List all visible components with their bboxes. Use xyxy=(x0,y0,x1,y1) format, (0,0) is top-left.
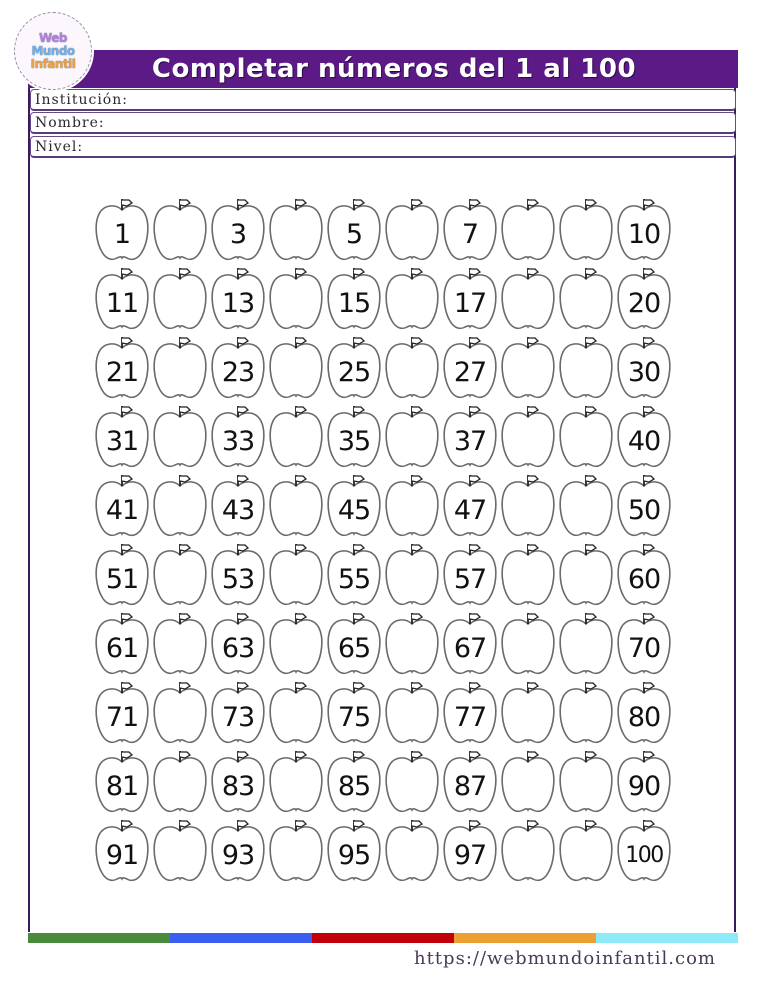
apple-outline-icon xyxy=(152,403,208,469)
apple-cell-filled xyxy=(616,541,672,607)
apple-cell-blank[interactable] xyxy=(268,196,324,262)
apple-number: 57 xyxy=(453,564,487,595)
apple-number: 47 xyxy=(453,495,487,526)
level-field[interactable] xyxy=(30,136,736,158)
apple-cell-blank[interactable] xyxy=(558,748,614,814)
apple-cell-filled xyxy=(616,817,672,883)
apple-number: 75 xyxy=(337,702,371,733)
apple-number: 11 xyxy=(105,288,139,319)
apple-outline-icon xyxy=(268,265,324,331)
apple-cell-filled xyxy=(94,748,150,814)
apple-cell-filled xyxy=(616,679,672,745)
apple-outline-icon xyxy=(152,748,208,814)
apple-outline-icon xyxy=(558,334,614,400)
logo-text-line3: Infantil xyxy=(30,56,76,71)
apple-cell-blank[interactable] xyxy=(500,265,556,331)
apple-cell-blank[interactable] xyxy=(384,610,440,676)
apple-cell-filled xyxy=(326,541,382,607)
apple-outline-icon xyxy=(268,403,324,469)
apple-cell-blank[interactable] xyxy=(384,265,440,331)
apple-number: 95 xyxy=(337,840,371,871)
apple-outline-icon xyxy=(558,472,614,538)
apple-cell-blank[interactable] xyxy=(268,403,324,469)
apple-outline-icon xyxy=(152,817,208,883)
apple-outline-icon xyxy=(268,472,324,538)
apple-cell-blank[interactable] xyxy=(384,748,440,814)
apple-cell-blank[interactable] xyxy=(500,196,556,262)
apple-outline-icon xyxy=(268,196,324,262)
apple-cell-filled xyxy=(442,265,498,331)
apple-outline-icon xyxy=(152,196,208,262)
apple-number: 30 xyxy=(627,357,661,388)
apple-cell-filled xyxy=(326,679,382,745)
apple-cell-filled xyxy=(326,403,382,469)
apple-outline-icon xyxy=(384,748,440,814)
apple-number: 97 xyxy=(453,840,487,871)
apple-number: 5 xyxy=(345,219,363,250)
apple-cell-filled xyxy=(210,679,266,745)
apple-number: 17 xyxy=(453,288,487,319)
name-field[interactable] xyxy=(30,112,736,134)
apple-cell-blank[interactable] xyxy=(558,334,614,400)
apple-cell-blank[interactable] xyxy=(500,679,556,745)
apple-cell-blank[interactable] xyxy=(152,472,208,538)
apple-cell-filled xyxy=(442,679,498,745)
apple-cell-filled xyxy=(442,403,498,469)
apple-number: 31 xyxy=(105,426,139,457)
apple-outline-icon xyxy=(500,748,556,814)
apple-outline-icon xyxy=(268,748,324,814)
apple-number: 87 xyxy=(453,771,487,802)
apple-number: 83 xyxy=(221,771,255,802)
apple-cell-filled xyxy=(616,196,672,262)
apple-cell-filled xyxy=(326,817,382,883)
apple-outline-icon xyxy=(558,196,614,262)
apple-cell-blank[interactable] xyxy=(500,748,556,814)
color-bar-segment xyxy=(28,933,170,943)
apple-outline-icon xyxy=(268,679,324,745)
apple-number: 21 xyxy=(105,357,139,388)
apple-number: 40 xyxy=(627,426,661,457)
apple-outline-icon xyxy=(500,403,556,469)
apple-outline-icon xyxy=(500,610,556,676)
apple-number: 35 xyxy=(337,426,371,457)
apple-outline-icon xyxy=(268,817,324,883)
apple-cell-filled xyxy=(210,817,266,883)
apple-number: 63 xyxy=(221,633,255,664)
logo-text-line1: Web xyxy=(38,30,68,45)
apple-cell-blank[interactable] xyxy=(384,817,440,883)
apple-cell-filled xyxy=(210,610,266,676)
apple-cell-blank[interactable] xyxy=(268,679,324,745)
apple-cell-blank[interactable] xyxy=(558,472,614,538)
apple-cell-filled xyxy=(442,610,498,676)
apple-cell-filled xyxy=(210,265,266,331)
apple-outline-icon xyxy=(152,679,208,745)
apple-outline-icon xyxy=(152,472,208,538)
apple-cell-filled xyxy=(94,679,150,745)
apple-cell-blank[interactable] xyxy=(558,541,614,607)
apple-number: 20 xyxy=(627,288,661,319)
color-bar-segment xyxy=(170,933,312,943)
apple-outline-icon xyxy=(268,334,324,400)
apple-outline-icon xyxy=(152,334,208,400)
color-bar-segment xyxy=(312,933,454,943)
apple-number: 65 xyxy=(337,633,371,664)
apple-cell-filled xyxy=(616,748,672,814)
color-bar xyxy=(28,933,738,943)
apple-cell-blank[interactable] xyxy=(500,610,556,676)
apple-number: 7 xyxy=(461,219,479,250)
apple-cell-blank[interactable] xyxy=(558,610,614,676)
apple-outline-icon xyxy=(384,196,440,262)
apple-number: 10 xyxy=(627,219,661,250)
apple-cell-filled xyxy=(94,541,150,607)
apple-outline-icon xyxy=(558,679,614,745)
apple-cell-blank[interactable] xyxy=(268,748,324,814)
apple-number: 61 xyxy=(105,633,139,664)
color-bar-segment xyxy=(596,933,738,943)
apple-number: 81 xyxy=(105,771,139,802)
apple-cell-filled xyxy=(442,334,498,400)
apple-cell-filled xyxy=(94,472,150,538)
apple-outline-icon xyxy=(384,679,440,745)
apple-number: 71 xyxy=(105,702,139,733)
apple-cell-blank[interactable] xyxy=(500,472,556,538)
page-title: Completar números del 1 al 100 xyxy=(151,54,637,84)
apple-cell-filled xyxy=(94,196,150,262)
apple-number: 25 xyxy=(337,357,371,388)
apple-outline-icon xyxy=(268,541,324,607)
apple-number: 33 xyxy=(221,426,255,457)
apple-cell-filled xyxy=(326,748,382,814)
apple-cell-blank[interactable] xyxy=(268,334,324,400)
apple-outline-icon xyxy=(384,541,440,607)
apple-number: 3 xyxy=(229,219,247,250)
apple-outline-icon xyxy=(558,610,614,676)
apple-number: 53 xyxy=(221,564,255,595)
apple-number: 85 xyxy=(337,771,371,802)
apple-cell-blank[interactable] xyxy=(268,472,324,538)
apple-cell-filled xyxy=(616,610,672,676)
apple-cell-filled xyxy=(442,748,498,814)
apple-cell-blank[interactable] xyxy=(384,334,440,400)
apple-number: 91 xyxy=(105,840,139,871)
apple-cell-filled xyxy=(326,196,382,262)
apple-cell-blank[interactable] xyxy=(268,541,324,607)
apple-outline-icon xyxy=(384,610,440,676)
institution-label: Institución: xyxy=(35,92,128,108)
apple-number: 27 xyxy=(453,357,487,388)
apple-cell-filled xyxy=(442,817,498,883)
apple-cell-blank[interactable] xyxy=(152,541,208,607)
apple-cell-blank[interactable] xyxy=(384,679,440,745)
apple-number: 100 xyxy=(625,843,663,868)
apple-cell-filled xyxy=(94,265,150,331)
institution-field[interactable] xyxy=(30,89,736,111)
apple-outline-icon xyxy=(384,334,440,400)
apple-outline-icon xyxy=(558,748,614,814)
apple-cell-filled xyxy=(616,334,672,400)
apple-cell-blank[interactable] xyxy=(152,334,208,400)
apple-cell-blank[interactable] xyxy=(152,748,208,814)
apple-cell-blank[interactable] xyxy=(384,196,440,262)
apple-cell-blank[interactable] xyxy=(384,472,440,538)
apple-outline-icon xyxy=(500,334,556,400)
apple-cell-filled xyxy=(326,472,382,538)
apple-cell-blank[interactable] xyxy=(500,541,556,607)
apple-cell-filled xyxy=(442,472,498,538)
apple-cell-filled xyxy=(326,610,382,676)
apple-outline-icon xyxy=(384,403,440,469)
apple-number: 41 xyxy=(105,495,139,526)
footer-url: https://webmundoinfantil.com xyxy=(414,948,716,969)
apple-outline-icon xyxy=(152,610,208,676)
apple-cell-filled xyxy=(616,265,672,331)
apple-cell-filled xyxy=(210,472,266,538)
apple-cell-filled xyxy=(616,472,672,538)
color-bar-segment xyxy=(454,933,596,943)
apple-number: 93 xyxy=(221,840,255,871)
apple-cell-blank[interactable] xyxy=(268,265,324,331)
apple-cell-blank[interactable] xyxy=(384,541,440,607)
apple-cell-filled xyxy=(210,196,266,262)
apple-number: 50 xyxy=(627,495,661,526)
apple-number: 51 xyxy=(105,564,139,595)
apple-number: 45 xyxy=(337,495,371,526)
apple-cell-filled xyxy=(94,610,150,676)
logo xyxy=(14,12,92,90)
apple-cell-filled xyxy=(210,748,266,814)
apple-cell-filled xyxy=(326,334,382,400)
apple-outline-icon xyxy=(558,541,614,607)
apple-cell-blank[interactable] xyxy=(152,679,208,745)
apple-number: 13 xyxy=(221,288,255,319)
apple-cell-filled xyxy=(442,196,498,262)
apple-outline-icon xyxy=(558,265,614,331)
apple-number: 73 xyxy=(221,702,255,733)
apple-outline-icon xyxy=(384,817,440,883)
apple-number: 1 xyxy=(113,219,131,250)
apple-cell-blank[interactable] xyxy=(558,679,614,745)
apple-number: 77 xyxy=(453,702,487,733)
apple-number: 70 xyxy=(627,633,661,664)
apple-cell-blank[interactable] xyxy=(500,334,556,400)
apple-number: 67 xyxy=(453,633,487,664)
apple-cell-blank[interactable] xyxy=(558,817,614,883)
apple-outline-icon xyxy=(268,610,324,676)
name-label: Nombre: xyxy=(35,115,105,131)
apple-number-grid xyxy=(94,196,674,886)
apple-cell-filled xyxy=(210,541,266,607)
apple-outline-icon xyxy=(500,541,556,607)
apple-cell-filled xyxy=(94,403,150,469)
apple-number: 60 xyxy=(627,564,661,595)
apple-cell-blank[interactable] xyxy=(268,610,324,676)
apple-cell-filled xyxy=(94,334,150,400)
apple-outline-icon xyxy=(500,265,556,331)
apple-cell-blank[interactable] xyxy=(558,196,614,262)
apple-number: 15 xyxy=(337,288,371,319)
apple-cell-blank[interactable] xyxy=(152,817,208,883)
apple-cell-blank[interactable] xyxy=(500,817,556,883)
apple-number: 37 xyxy=(453,426,487,457)
apple-outline-icon xyxy=(500,196,556,262)
apple-cell-blank[interactable] xyxy=(558,265,614,331)
apple-cell-blank[interactable] xyxy=(152,610,208,676)
apple-number: 43 xyxy=(221,495,255,526)
apple-outline-icon xyxy=(558,403,614,469)
apple-outline-icon xyxy=(558,817,614,883)
apple-cell-filled xyxy=(210,403,266,469)
apple-number: 90 xyxy=(627,771,661,802)
apple-cell-blank[interactable] xyxy=(500,403,556,469)
apple-cell-filled xyxy=(442,541,498,607)
apple-cell-blank[interactable] xyxy=(152,403,208,469)
apple-outline-icon xyxy=(384,472,440,538)
apple-cell-filled xyxy=(616,403,672,469)
level-label: Nivel: xyxy=(35,139,84,155)
apple-cell-filled xyxy=(326,265,382,331)
apple-cell-filled xyxy=(210,334,266,400)
apple-cell-blank[interactable] xyxy=(268,817,324,883)
apple-cell-blank[interactable] xyxy=(384,403,440,469)
apple-cell-filled xyxy=(94,817,150,883)
apple-outline-icon xyxy=(500,472,556,538)
apple-outline-icon xyxy=(152,265,208,331)
apple-cell-blank[interactable] xyxy=(558,403,614,469)
apple-outline-icon xyxy=(500,817,556,883)
apple-number: 80 xyxy=(627,702,661,733)
apple-number: 55 xyxy=(337,564,371,595)
apple-outline-icon xyxy=(152,541,208,607)
apple-number: 23 xyxy=(221,357,255,388)
apple-outline-icon xyxy=(384,265,440,331)
apple-outline-icon xyxy=(500,679,556,745)
logo-text-line2: Mundo xyxy=(31,43,75,58)
apple-cell-blank[interactable] xyxy=(152,265,208,331)
apple-cell-blank[interactable] xyxy=(152,196,208,262)
